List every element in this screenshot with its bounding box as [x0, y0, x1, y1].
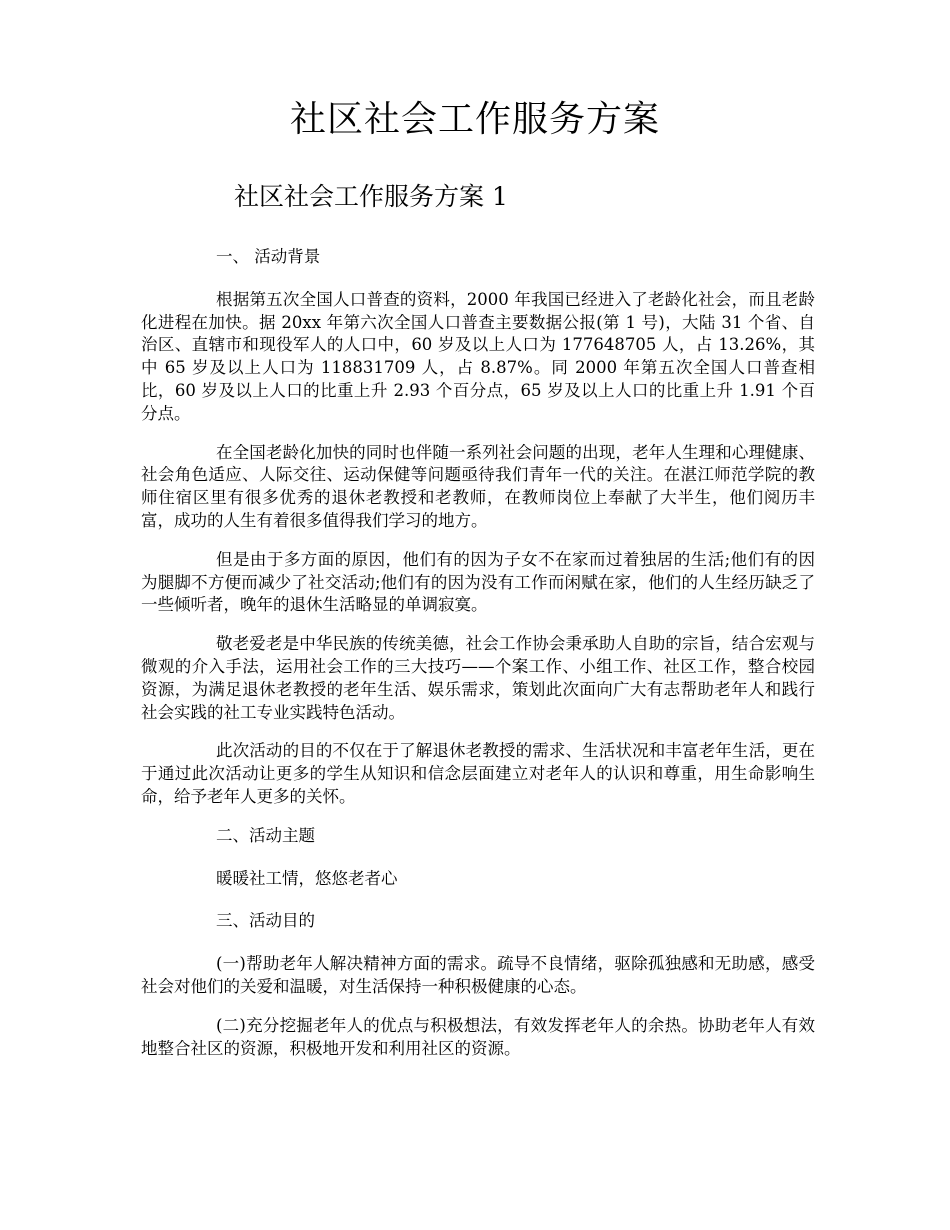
paragraph-activity-purpose: 此次活动的目的不仅在于了解退休老教授的需求、生活状况和丰富老年生活，更在于通过此次活动让更多的学生从知识和信念层面建立对老年人的认识和尊重，用生命影响生命，给予老年人更多的关怀。: [141, 741, 815, 806]
paragraph-loneliness: 但是由于多方面的原因，他们有的因为子女不在家而过着独居的生活;他们有的因为腿脚不方便而减少了社交活动;他们有的因为没有工作而闲赋在家，他们的人生经历缺乏了一些倾听者，晚年的退休生活略显的单调寂寞。: [141, 549, 815, 615]
heading-activity-goals: 三、活动目的: [216, 911, 315, 931]
paragraph-goal-one: (一)帮助老年人解决精神方面的需求。疏导不良情绪，驱除孤独感和无助感，感受社会对他们的关爱和温暖，对生活保持一种积极健康的心态。: [141, 954, 815, 996]
heading-activity-background: 一、 活动背景: [216, 247, 321, 266]
document-title: 社区社会工作服务方案: [289, 99, 660, 140]
paragraph-goal-two: (二)充分挖掘老年人的优点与积极想法，有效发挥老年人的余热。协助老年人有效地整合社区的资源，积极地开发和利用社区的资源。: [141, 1015, 815, 1058]
paragraph-respect-elderly: 敬老爱老是中华民族的传统美德，社会工作协会秉承助人自助的宗旨，结合宏观与微观的介入手法，运用社会工作的三大技巧——个案工作、小组工作、社区工作，整合校园资源，为满足退休老教授的老年生活、娱乐需求，策划此次面向广大有志帮助老年人和践行社会实践的社工专业实践特色活动。: [141, 634, 815, 722]
heading-activity-theme: 二、活动主题: [216, 825, 315, 845]
paragraph-census-data: 根据第五次全国人口普查的资料，2000 年我国已经进入了老龄化社会，而且老龄化进程在加快。据 20xx 年第六次全国人口普查主要数据公报(第 1 号)，大陆 31 个省、自治区、直辖市和现役军人的人口中，60 岁及以上人口为 177648705 人，占 13.26%，其中 65 岁及以上人口为 118831709 人，占 8.87%。同 2000 年第五次全国人口普查相比，60 岁及以上人口的比重上升 2.93 个百分点，65 岁及以上人口的比重上升 1.91 个百分点。: [141, 289, 815, 423]
paragraph-aging-issues: 在全国老龄化加快的同时也伴随一系列社会问题的出现，老年人生理和心理健康、社会角色适应、人际交往、运动保健等问题亟待我们青年一代的关注。在湛江师范学院的教师住宿区里有很多优秀的退休老教授和老教师，在教师岗位上奉献了大半生，他们阅历丰富，成功的人生有着很多值得我们学习的地方。: [141, 442, 815, 530]
section-title: 社区社会工作服务方案 1: [234, 182, 508, 211]
paragraph-theme-slogan: 暖暖社工情，悠悠老者心: [216, 868, 398, 888]
document-body: [141, 246, 815, 1076]
